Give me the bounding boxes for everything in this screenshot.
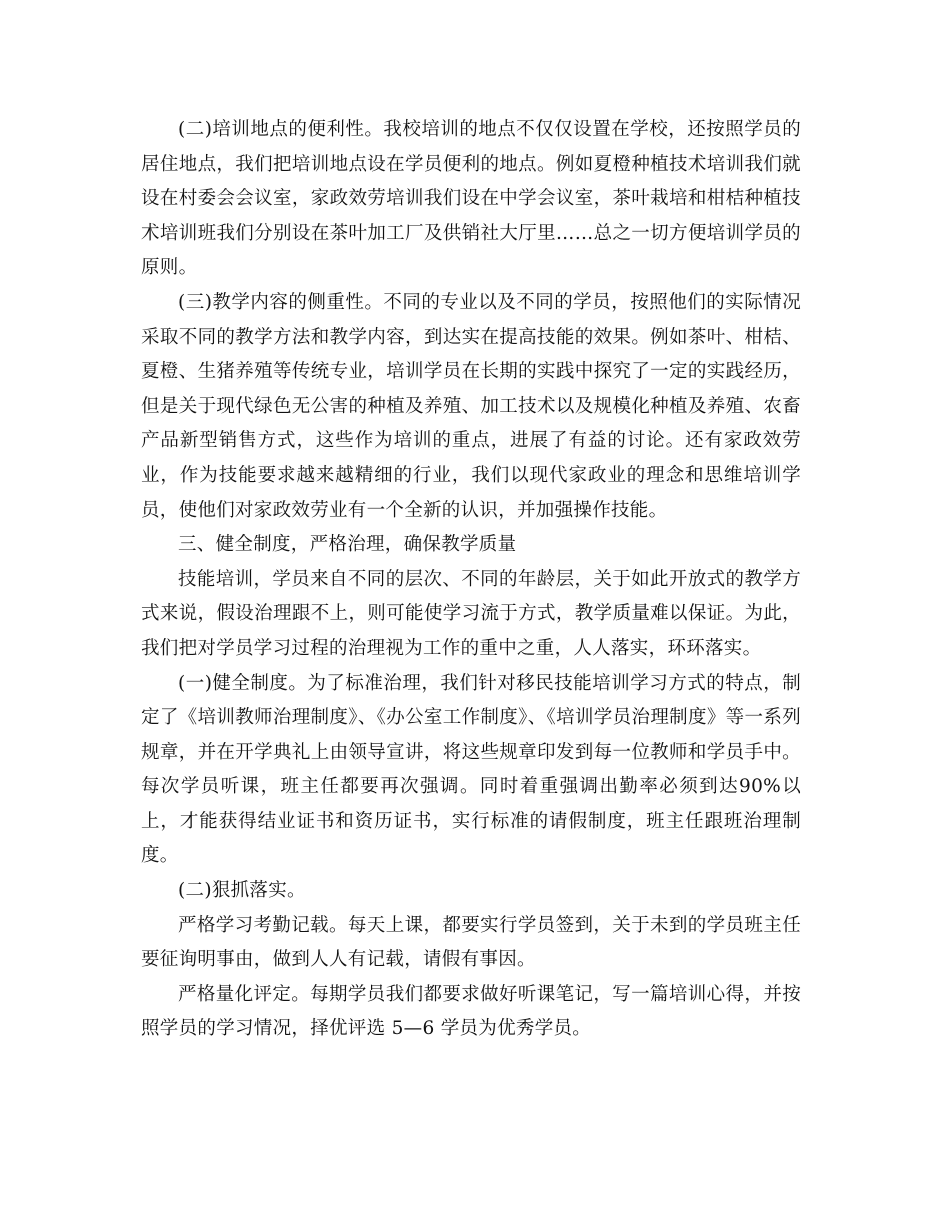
paragraph-evaluation: 严格量化评定。每期学员我们都要求做好听课笔记，写一篇培训心得，并按照学员的学习情况，择优评选 5—6 学员为优秀学员。 [141,983,801,1040]
paragraph-skill-training: 技能培训，学员来自不同的层次、不同的年龄层，关于如此开放式的教学方式来说，假设治理跟不上，则可能使学习流于方式，教学质量难以保证。为此，我们把对学员学习过程的治理视为工作的重中之重，人人落实，环环落实。 [141,568,801,659]
section-heading-system: 三、健全制度，严格治理，确保教学质量 [178,534,517,556]
document-body [141,113,801,1047]
paragraph-sound-system: (一)健全制度。为了标准治理，我们针对移民技能培训学习方式的特点，制定了《培训教师治理制度》、《办公室工作制度》、《培训学员治理制度》等一系列规章，并在开学典礼上由领导宣讲，将这些规章印发到每一位教师和学员手中。每次学员听课，班主任都要再次强调。同时着重强调出勤率必须到达90%以上，才能获得结业证书和资历证书，实行标准的请假制度，班主任跟班治理制度。 [141,672,801,867]
subheading-implementation: (二)狠抓落实。 [178,880,306,902]
paragraph-training-location: (二)培训地点的便利性。我校培训的地点不仅仅设置在学校，还按照学员的居住地点，我们把培训地点设在学员便利的地点。例如夏橙种植技术培训我们就设在村委会会议室，家政效劳培训我们设在中学会议室，茶叶栽培和柑桔种植技术培训班我们分别设在茶叶加工厂及供销社大厅里……总之一切方便培训学员的原则。 [141,119,801,279]
paragraph-teaching-content: (三)教学内容的侧重性。不同的专业以及不同的学员，按照他们的实际情况采取不同的教学方法和教学内容，到达实在提高技能的效果。例如茶叶、柑桔、夏橙、生猪养殖等传统专业，培训学员在长期的实践中探究了一定的实践经历，但是关于现代绿色无公害的种植及养殖、加工技术以及规模化种植及养殖、农畜产品新型销售方式，这些作为培训的重点，进展了有益的讨论。还有家政效劳业，作为技能要求越来越精细的行业，我们以现代家政业的理念和思维培训学员，使他们对家政效劳业有一个全新的认识，并加强操作技能。 [141,291,801,521]
paragraph-attendance: 严格学习考勤记载。每天上课，都要实行学员签到，关于未到的学员班主任要征询明事由，做到人人有记载，请假有事因。 [141,914,801,971]
